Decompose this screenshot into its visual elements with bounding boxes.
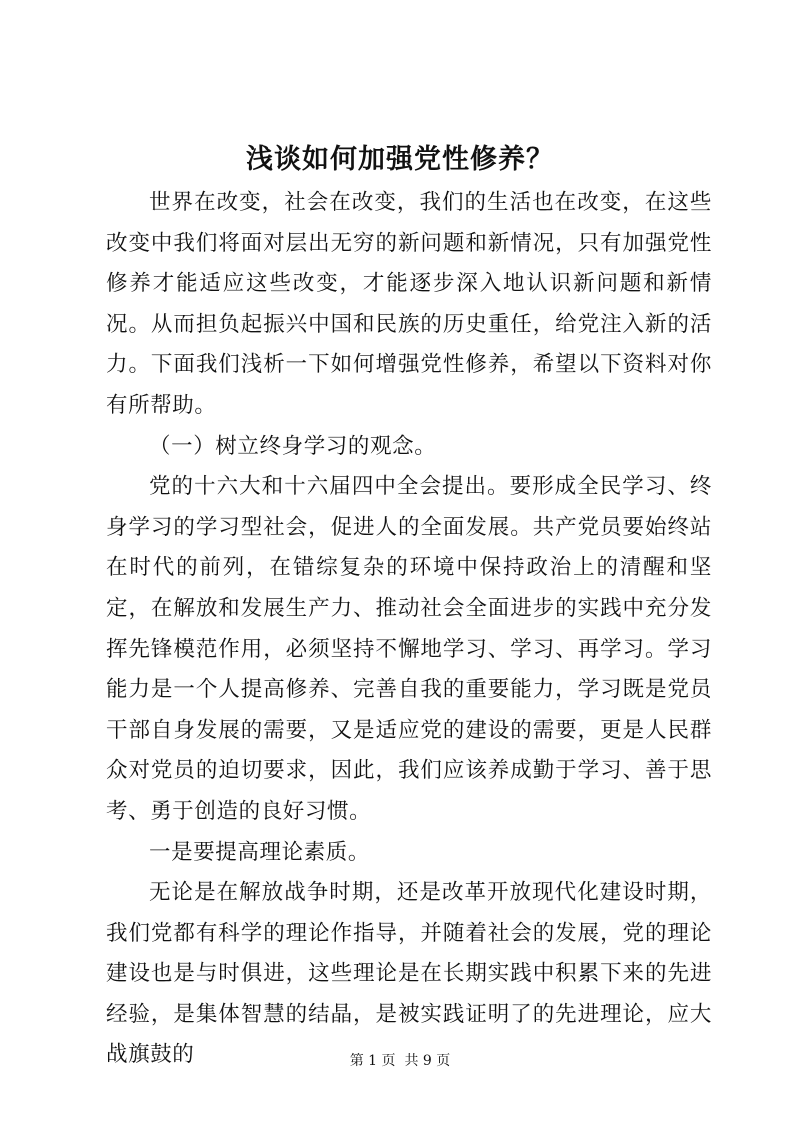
section-heading-lifelong-learning: （一）树立终身学习的观念。 [149,433,437,459]
page-number-label: 第 1 页 共 9 页 [349,1053,451,1069]
intro-paragraph: 世界在改变，社会在改变，我们的生活也在改变，在这些改变中我们将面对层出无穷的新问题和新情况，只有加强党性修养才能适应这些改变，才能逐步深入地认识新问题和新情况。从而担负起振兴中国和民族的历史重任，给党注入新的活力。下面我们浅析一下如何增强党性修养，希望以下资料对你有所帮助。 [106,190,712,418]
learning-paragraph: 党的十六大和十六届四中全会提出。要形成全民学习、终身学习的学习型社会，促进人的全面发展。共产党员要始终站在时代的前列，在错综复杂的环境中保持政治上的清醒和坚定，在解放和发展生产力、推动社会全面进步的实践中充分发挥先锋模范作用，必须坚持不懈地学习、学习、再学习。学习能力是一个人提高修养、完善自我的重要能力，学习既是党员干部自身发展的需要，又是适应党的建设的需要，更是人民群众对党员的迫切要求，因此，我们应该养成勤于学习、善于思考、勇于创造的良好习惯。 [106,474,712,824]
document-title: 浅谈如何加强党性修养？ [246,144,554,175]
document-body [106,183,712,1076]
subheading-theory-quality: 一是要提高理论素质。 [149,839,371,865]
page-footer [0,1051,800,1071]
theory-paragraph: 无论是在解放战争时期，还是改革开放现代化建设时期，我们党都有科学的理论作指导，并随着社会的发展，党的理论建设也是与时俱进，这些理论是在长期实践中积累下来的先进经验，是集体智慧的结晶，是被实践证明了的先进理论，应大战旗鼓的 [106,880,712,1068]
